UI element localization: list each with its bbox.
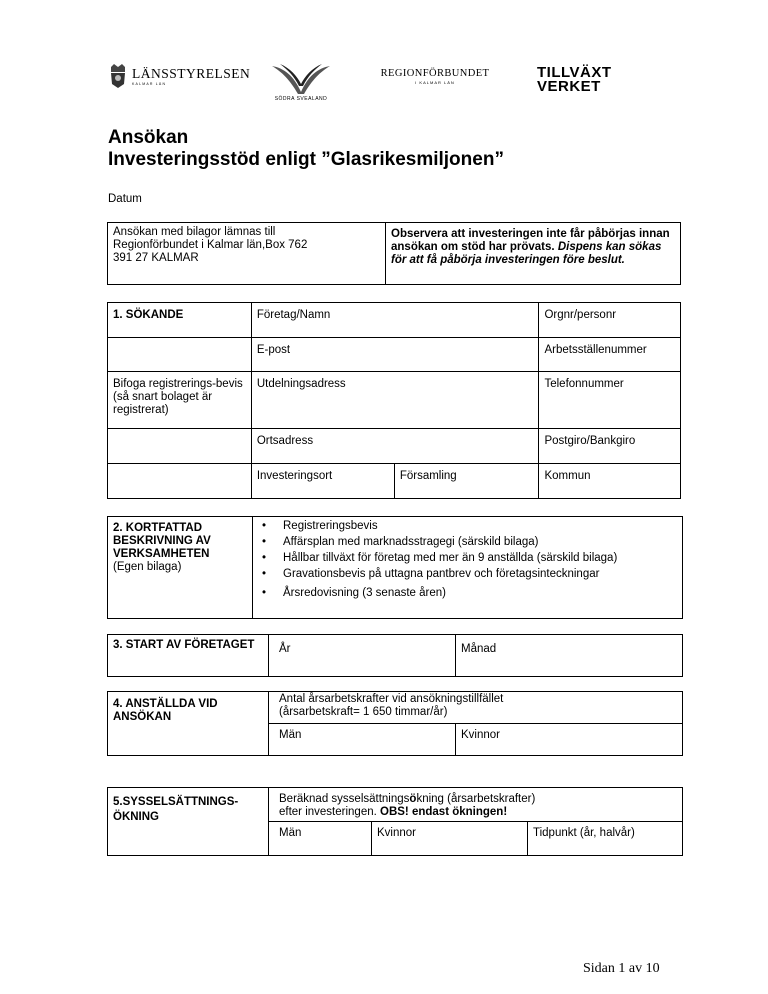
forsamling-field[interactable]: Församling [394, 464, 539, 499]
tillvaxtverket-logo-line1: TILLVÄXT [537, 64, 612, 81]
tillvaxtverket-logo-line2: VERKET [537, 78, 601, 95]
foretag-field[interactable]: Företag/Namn [251, 303, 539, 338]
section5-heading-line1: 5.SYSSELSÄTTNINGS- [113, 796, 239, 808]
anstallda-man-field[interactable]: Män [269, 724, 456, 756]
list-item: • Gravationsbevis på uttagna pantbrev och företagsinteckningar [258, 566, 677, 582]
lansstyrelsen-logo-name: LÄNSSTYRELSEN [132, 66, 251, 81]
section1-empty-cell [108, 429, 252, 464]
section5-description [269, 788, 683, 822]
sodra-svealand-logo [268, 60, 334, 104]
address-line1: Ansökan med bilagor lämnas till [113, 226, 276, 238]
section2-heading-line2: BESKRIVNING AV VERKSAMHETEN [113, 535, 211, 560]
ortsadress-field[interactable]: Ortsadress [251, 429, 539, 464]
sodra-logo-sub: SÖDRA SVEALAND [274, 96, 328, 102]
title-line2: Investeringsstöd enligt ”Glasrikesmiljonen” [108, 149, 504, 170]
section5-heading-cell [108, 788, 269, 856]
section5-line1 [279, 793, 677, 806]
attachments-cell [253, 517, 683, 619]
tidpunkt-field[interactable]: Tidpunkt (år, halvår) [528, 822, 683, 856]
anstallda-kvinnor-field[interactable]: Kvinnor [456, 724, 683, 756]
section4-heading: 4. ANSTÄLLDA VID ANSÖKAN [108, 692, 269, 756]
regionforbundet-logo-sub: I KALMAR LÄN [415, 80, 455, 85]
notice-bold-text: Observera att investeringen inte får påbörjas innan ansökan om stöd har prövats. [391, 228, 670, 253]
address-cell [108, 223, 386, 285]
epost-field[interactable]: E-post [251, 338, 539, 372]
utdelning-field[interactable]: Utdelningsadress [251, 372, 539, 429]
title-line1: Ansökan [108, 127, 189, 148]
postgiro-field[interactable]: Postgiro/Bankgiro [539, 429, 681, 464]
address-line3: 391 27 KALMAR [113, 252, 199, 264]
section5-line1-post: kning (årsarbetskrafter) [416, 793, 536, 805]
section1-heading: 1. SÖKANDE [108, 303, 252, 338]
section4-line1: Antal årsarbetskrafter vid ansökningstillfället [279, 693, 504, 705]
section1-empty-cell [108, 464, 252, 499]
section2-note: (Egen bilaga) [113, 561, 182, 573]
section4-description [269, 692, 683, 724]
list-item: • Hållbar tillväxt för företag med mer än 9 anställda (särskild bilaga) [258, 550, 677, 566]
section2-table [107, 516, 683, 619]
notice-cell [386, 223, 681, 285]
crown-icon [108, 64, 128, 88]
page-title [108, 127, 504, 171]
section3-heading: 3. START AV FÖRETAGET [108, 635, 269, 677]
telefon-field[interactable]: Telefonnummer [539, 372, 681, 429]
section4-line2: (årsarbetskraft= 1 650 timmar/år) [279, 706, 448, 718]
manad-field[interactable]: Månad [456, 635, 683, 677]
section4-table [107, 691, 683, 756]
section5-line2-bold: OBS! endast ökningen! [380, 806, 508, 818]
okning-man-field[interactable]: Män [269, 822, 372, 856]
investeringsort-field[interactable]: Investeringsort [251, 464, 394, 499]
kommun-field[interactable]: Kommun [539, 464, 681, 499]
section1-empty-cell [108, 338, 252, 372]
regionforbundet-logo [376, 68, 494, 85]
section5-heading-line2: ÖKNING [113, 811, 159, 823]
lansstyrelsen-logo-sub: KALMAR LÄN [132, 82, 167, 86]
okning-kvinnor-field[interactable]: Kvinnor [372, 822, 528, 856]
notice-italic-text: Dispens kan sökas för att få påbörja investeringen före beslut. [391, 241, 662, 266]
regionforbundet-logo-name: REGIONFÖRBUNDET [380, 68, 490, 79]
arbetsstalle-field[interactable]: Arbetsställenummer [539, 338, 681, 372]
tillvaxtverket-logo [537, 64, 617, 96]
datum-label: Datum [108, 193, 142, 205]
section5-line1-pre: Beräknad sysselsättnings [279, 793, 410, 805]
section2-heading-line1: 2. KORTFATTAD [113, 522, 203, 534]
section5-table [107, 787, 683, 856]
address-table [107, 222, 681, 285]
address-line2: Regionförbundet i Kalmar län,Box 762 [113, 239, 308, 251]
bifoga-note: Bifoga registrerings-bevis (så snart bolaget är registrerat) [108, 372, 252, 429]
list-item: • Registreringsbevis [258, 518, 677, 534]
ar-field[interactable]: År [269, 635, 456, 677]
list-item: • Årsredovisning (3 senaste åren) [258, 585, 677, 601]
list-item: • Affärsplan med marknadsstragegi (särskild bilaga) [258, 534, 677, 550]
section5-line2 [279, 806, 677, 819]
section5-line1-bold: ö [409, 793, 417, 805]
orgnr-field[interactable]: Orgnr/personr [539, 303, 681, 338]
section2-heading-cell [108, 517, 253, 619]
section1-table [107, 302, 681, 499]
attachments-list [258, 518, 677, 601]
section3-table [107, 634, 683, 677]
wings-icon [270, 62, 332, 96]
page-number: Sidan 1 av 10 [583, 961, 660, 976]
section5-line2-pre: efter investeringen. [279, 806, 377, 818]
lansstyrelsen-logo [108, 62, 250, 90]
